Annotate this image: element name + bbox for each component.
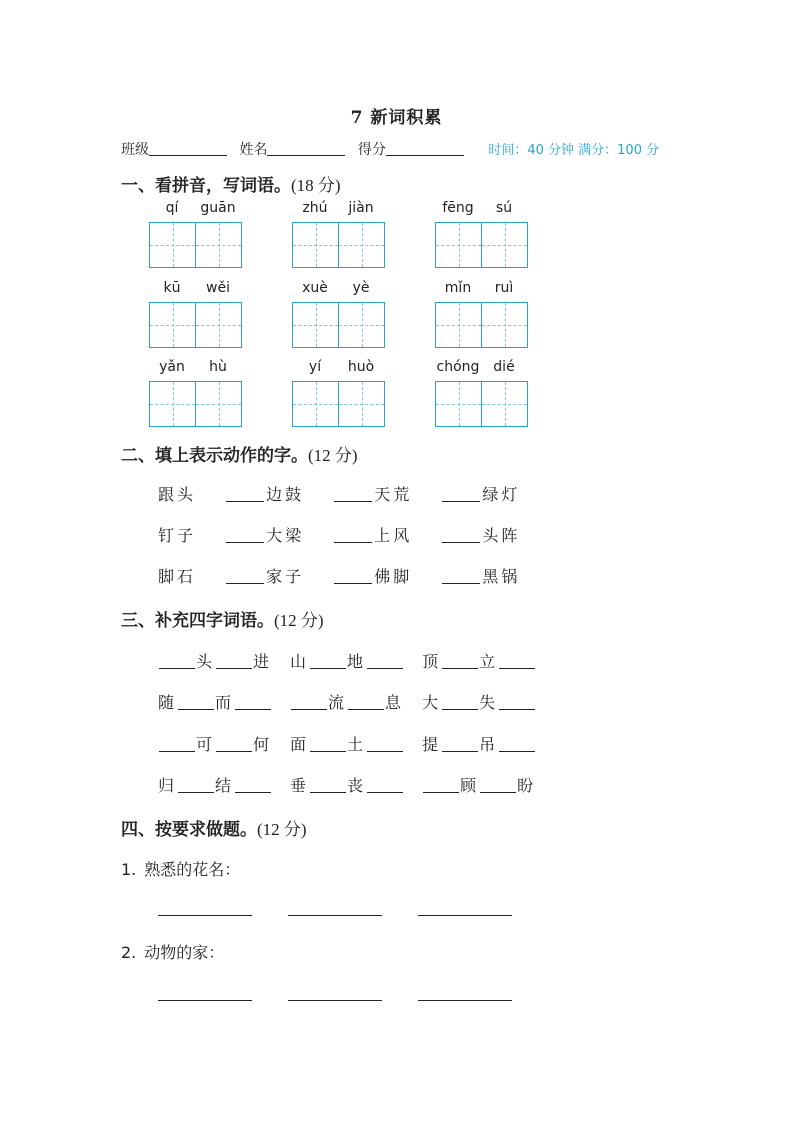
tian-grid-cell[interactable] <box>293 223 338 267</box>
tian-grid-cell[interactable] <box>195 382 241 426</box>
class-field[interactable] <box>149 141 227 156</box>
header-info <box>121 139 659 159</box>
answer-blank[interactable] <box>442 735 478 752</box>
tian-grid-cell[interactable] <box>150 382 195 426</box>
answer-blank[interactable] <box>499 693 535 710</box>
tian-grid-cell[interactable] <box>293 382 338 426</box>
writing-grid <box>292 302 385 348</box>
question-text: 熟悉的花名： <box>144 860 241 879</box>
section-4-heading <box>121 815 307 840</box>
page-title: 7 新词积累 <box>350 108 443 128</box>
answer-blank[interactable] <box>235 776 271 793</box>
tian-grid-cell[interactable] <box>436 382 481 426</box>
answer-blank[interactable] <box>480 776 516 793</box>
idiom-row <box>158 732 554 755</box>
word: 家子 <box>266 567 305 586</box>
answer-blank[interactable] <box>442 485 480 502</box>
section-2-points: (12 分) <box>308 446 358 465</box>
tian-grid-cell[interactable] <box>436 223 481 267</box>
section-2-title: 二、填上表示动作的字。 <box>121 446 308 466</box>
idiom-char: 失 <box>479 693 499 712</box>
action-row <box>158 523 542 546</box>
idiom <box>158 652 272 671</box>
writing-grid <box>149 302 242 348</box>
answer-blank[interactable] <box>367 776 403 793</box>
writing-grid <box>149 381 242 427</box>
tian-grid-cell[interactable] <box>338 303 384 347</box>
idiom-row <box>158 773 554 796</box>
idiom-char: 顶 <box>422 652 442 671</box>
idiom-char: 丧 <box>347 776 367 795</box>
writing-grid <box>292 381 385 427</box>
idiom-char: 结 <box>215 776 235 795</box>
question-text: 动物的家： <box>144 943 225 962</box>
writing-grid <box>435 302 528 348</box>
answer-blank[interactable] <box>216 735 252 752</box>
idiom-char: 提 <box>422 735 442 754</box>
answer-blank[interactable] <box>310 735 346 752</box>
tian-grid-cell[interactable] <box>293 303 338 347</box>
idiom <box>422 735 536 754</box>
word: 脚石 <box>158 567 197 586</box>
section-1-heading <box>121 171 341 196</box>
answer-line[interactable] <box>418 915 512 916</box>
idiom-char: 而 <box>215 693 235 712</box>
word: 钉子 <box>158 526 197 545</box>
word: 边鼓 <box>266 485 305 504</box>
idiom-char: 土 <box>347 735 367 754</box>
section-3-title: 三、补充四字词语。 <box>121 611 274 631</box>
name-field[interactable] <box>267 141 345 156</box>
idiom-char: 垂 <box>290 776 310 795</box>
writing-grid <box>149 222 242 268</box>
idiom <box>158 735 272 754</box>
answer-blank[interactable] <box>367 652 403 669</box>
answer-blank[interactable] <box>226 567 264 584</box>
question-2 <box>121 940 224 963</box>
idiom <box>290 693 404 712</box>
pinyin-label: sú <box>495 200 513 216</box>
name-label: 姓名 <box>239 142 268 158</box>
idiom-char: 山 <box>290 652 310 671</box>
answer-blank[interactable] <box>442 652 478 669</box>
pinyin-label: chóng <box>436 359 480 375</box>
word: 绿灯 <box>482 485 521 504</box>
idiom-char: 盼 <box>517 776 537 795</box>
idiom <box>422 776 536 795</box>
idiom <box>158 776 272 795</box>
idiom-char: 头 <box>196 652 216 671</box>
pinyin-label: hù <box>209 359 227 375</box>
answer-blank[interactable] <box>499 652 535 669</box>
idiom-char: 流 <box>328 693 348 712</box>
answer-blank[interactable] <box>442 693 478 710</box>
answer-blank[interactable] <box>235 693 271 710</box>
answer-line[interactable] <box>418 1000 512 1001</box>
section-4-title: 四、按要求做题。 <box>121 820 257 840</box>
answer-blank[interactable] <box>442 526 480 543</box>
idiom-row <box>158 690 554 713</box>
idiom <box>290 735 404 754</box>
pinyin-label: ruì <box>494 280 514 296</box>
section-1-title: 一、看拼音，写词语。 <box>121 176 291 196</box>
idiom-char: 地 <box>347 652 367 671</box>
answer-blank[interactable] <box>178 776 214 793</box>
answer-blank[interactable] <box>216 652 252 669</box>
idiom <box>158 693 272 712</box>
idiom <box>422 693 536 712</box>
pinyin-label: yǎn <box>159 359 185 375</box>
word: 上风 <box>374 526 413 545</box>
idiom <box>290 652 404 671</box>
word: 天荒 <box>374 485 413 504</box>
pinyin-label: fēng <box>442 200 474 216</box>
answer-blank[interactable] <box>499 735 535 752</box>
idiom-char: 顾 <box>460 776 480 795</box>
tian-grid-cell[interactable] <box>481 382 527 426</box>
score-label: 得分 <box>357 142 386 158</box>
idiom-char: 息 <box>385 693 405 712</box>
question-number: 2. <box>121 943 137 962</box>
idiom-char: 立 <box>479 652 499 671</box>
writing-grid <box>435 222 528 268</box>
answer-blank[interactable] <box>334 485 372 502</box>
tian-grid-cell[interactable] <box>150 303 195 347</box>
answer-blank[interactable] <box>334 567 372 584</box>
word: 大梁 <box>266 526 305 545</box>
idiom-char: 何 <box>253 735 273 754</box>
idiom-char: 进 <box>253 652 273 671</box>
idiom-row <box>158 649 554 672</box>
idiom-char: 可 <box>196 735 216 754</box>
answer-blank[interactable] <box>348 693 384 710</box>
idiom-char: 随 <box>158 693 178 712</box>
idiom-char: 大 <box>422 693 442 712</box>
writing-grid <box>435 381 528 427</box>
answer-line[interactable] <box>288 1000 382 1001</box>
answer-blank[interactable] <box>423 776 459 793</box>
section-1-points: (18 分) <box>291 176 341 195</box>
answer-line[interactable] <box>288 915 382 916</box>
answer-blank[interactable] <box>178 693 214 710</box>
tian-grid-cell[interactable] <box>338 223 384 267</box>
answer-blank[interactable] <box>291 693 327 710</box>
pinyin-label: guān <box>200 200 236 216</box>
pinyin-label: kū <box>163 280 181 296</box>
pinyin-label: jiàn <box>348 200 374 216</box>
tian-grid-cell[interactable] <box>150 223 195 267</box>
question-1 <box>121 857 240 880</box>
answer-blank[interactable] <box>226 485 264 502</box>
word: 佛脚 <box>374 567 413 586</box>
pinyin-label: mǐn <box>444 280 472 296</box>
answer-line[interactable] <box>158 1000 252 1001</box>
word: 黑锅 <box>482 567 521 586</box>
pinyin-label: yè <box>352 280 370 296</box>
idiom-char: 吊 <box>479 735 499 754</box>
pinyin-label: qí <box>165 200 179 216</box>
answer-blank[interactable] <box>226 526 264 543</box>
answer-line[interactable] <box>158 915 252 916</box>
pinyin-label: dié <box>493 359 515 375</box>
tian-grid-cell[interactable] <box>338 382 384 426</box>
answer-blank[interactable] <box>334 526 372 543</box>
idiom <box>290 776 404 795</box>
pinyin-label: wěi <box>206 280 230 296</box>
pinyin-label: zhú <box>302 200 328 216</box>
time-score-info: 时间：40 分钟 满分：100 分 <box>488 143 660 158</box>
action-row <box>158 482 542 505</box>
word: 头阵 <box>482 526 521 545</box>
section-3-heading <box>121 606 324 631</box>
tian-grid-cell[interactable] <box>195 223 241 267</box>
idiom-char: 面 <box>290 735 310 754</box>
tian-grid-cell[interactable] <box>481 303 527 347</box>
answer-blank[interactable] <box>159 652 195 669</box>
answer-blank[interactable] <box>367 735 403 752</box>
answer-blank[interactable] <box>442 567 480 584</box>
question-number: 1. <box>121 860 137 879</box>
answer-blank[interactable] <box>310 652 346 669</box>
answer-blank[interactable] <box>310 776 346 793</box>
tian-grid-cell[interactable] <box>436 303 481 347</box>
pinyin-label: yí <box>308 359 322 375</box>
tian-grid-cell[interactable] <box>195 303 241 347</box>
pinyin-label: xuè <box>302 280 328 296</box>
tian-grid-cell[interactable] <box>481 223 527 267</box>
idiom-char: 归 <box>158 776 178 795</box>
answer-blank[interactable] <box>159 735 195 752</box>
idiom <box>422 652 536 671</box>
pinyin-label: huò <box>347 359 375 375</box>
action-row <box>158 564 542 587</box>
word: 跟头 <box>158 485 197 504</box>
score-field[interactable] <box>386 141 464 156</box>
section-3-points: (12 分) <box>274 611 324 630</box>
section-2-heading <box>121 441 358 466</box>
class-label: 班级 <box>121 142 149 158</box>
writing-grid <box>292 222 385 268</box>
section-4-points: (12 分) <box>257 820 307 839</box>
